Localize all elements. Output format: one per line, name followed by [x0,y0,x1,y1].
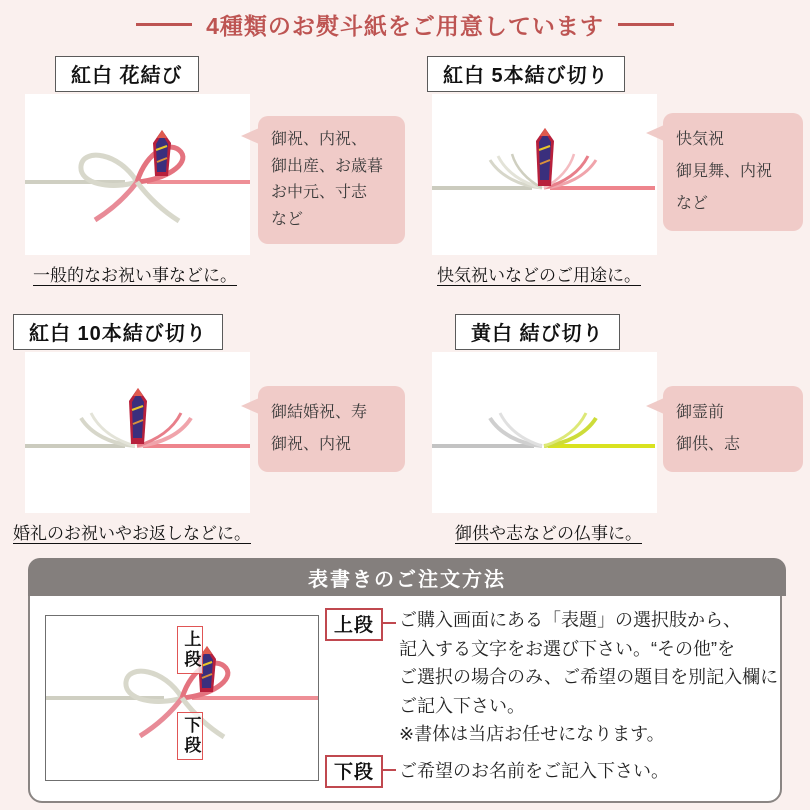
noshi-card-10hon-musubikiri [10,310,410,568]
noshi-musubikiri-illustration [25,352,250,513]
noshi-image-hanamusubi [25,94,250,255]
noshi-card-5hon-musubikiri [410,52,810,310]
bubble-line: お中元、寸志 [271,184,368,202]
card-caption: 婚礼のお祝いやお返しなどに。 [13,524,251,543]
usage-bubble [663,386,803,472]
card-header-label: 紅白 10本結び切り [13,314,223,350]
instruction-line: ※書体は当店お任せになります。 [399,724,665,744]
noshi-yellow-musubikiri-illustration [432,352,655,513]
order-method-title: 表書きのご注文方法 [308,568,506,591]
bubble-line: 御見舞、内祝 [676,163,773,180]
usage-bubble [663,113,803,231]
card-header-label: 紅白 花結び [55,56,199,92]
noshi-card-hanamusubi [10,52,410,310]
instruction-line: 記入する文字をお選び下さい。“その他”を [399,638,735,659]
noshi-musubikiri-illustration [432,94,655,255]
bubble-line: など [676,195,709,212]
instruction-line: ご購入画面にある「表題」の選択肢から、 [399,610,741,630]
noshi-image-5hon [432,94,657,255]
title-decoration-line-right [618,23,674,26]
bubble-line: 御供、志 [676,436,741,453]
noshi-ornament-icon [153,130,171,176]
noshi-image-kihaku [432,352,657,513]
bubble-line: 御祝、内祝 [271,436,352,453]
title-decoration-line-left [136,23,192,26]
page-title-text: 4種類のお熨斗紙をご用意しています [206,13,604,39]
order-noshi-diagram [45,615,319,781]
bubble-line: 御祝、内祝、 [271,131,368,148]
bubble-line: など [271,210,304,228]
diagram-upper-label: 上段 [177,626,203,674]
upper-row-label: 上段 [325,608,383,641]
noshi-image-10hon [25,352,250,513]
lower-row-instructions: ご希望のお名前をご記入下さい。 [399,761,669,781]
page-title [0,8,810,41]
order-method-box [28,558,782,803]
noshi-card-kihaku-musubikiri [410,310,810,568]
upper-row-instructions [399,606,778,749]
diagram-lower-label: 下段 [177,712,203,760]
instruction-line: ご記入下さい。 [399,695,525,716]
lower-connector-line [382,769,396,771]
card-header-label: 黄白 結び切り [455,314,620,350]
lower-row-label: 下段 [325,755,383,788]
bubble-line: 御出産、お歳暮 [271,157,384,175]
card-header-label: 紅白 5本結び切り [427,56,625,92]
card-caption: 一般的なお祝い事などに。 [33,266,237,285]
order-method-header-bar [28,558,786,596]
noshi-ornament-icon [129,388,147,444]
noshi-ornament-icon [536,128,554,186]
noshi-flower-knot-illustration [25,94,250,255]
bubble-line: 御結婚祝、寿 [271,404,368,421]
instruction-line: ご選択の場合のみ、ご希望の題目を別記入欄に [399,667,779,687]
card-caption: 快気祝いなどのご用途に。 [437,266,641,285]
card-caption: 御供や志などの仏事に。 [455,524,642,543]
bubble-line: 快気祝 [676,131,725,148]
usage-bubble [258,116,405,244]
usage-bubble [258,386,405,472]
bubble-line: 御霊前 [676,404,725,421]
upper-connector-line [382,622,396,624]
